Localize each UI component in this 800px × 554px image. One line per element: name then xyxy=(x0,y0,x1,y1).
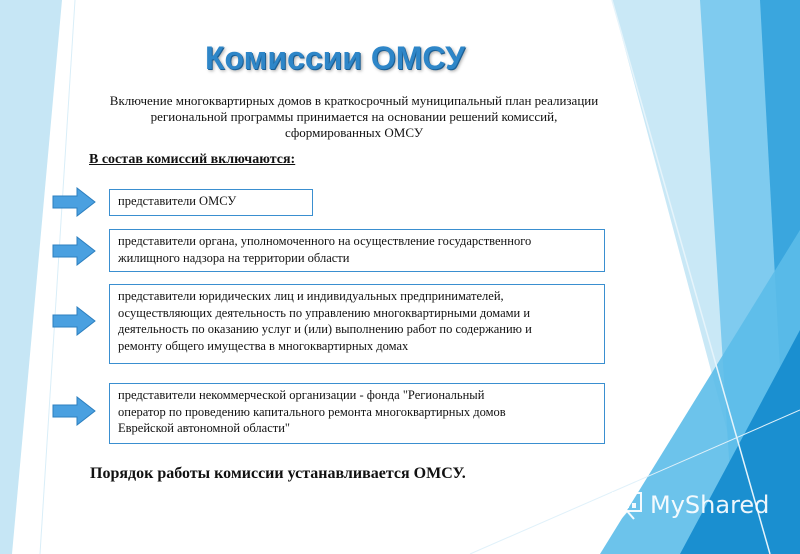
item-line: представители некоммерческой организации - фонда "Региональный xyxy=(118,388,485,402)
presentation-board-icon xyxy=(610,490,644,520)
item-line: жилищного надзора на территории области xyxy=(118,250,350,265)
intro-text xyxy=(80,93,628,141)
intro-line: Включение многоквартирных домов в краткосрочный муниципальный план реализации xyxy=(109,93,599,108)
intro-line: сформированных ОМСУ xyxy=(284,125,424,140)
list-item xyxy=(109,229,605,272)
footer-text: Порядок работы комиссии устанавливается ОМСУ. xyxy=(90,465,466,482)
item-line: оператор по проведению капитального ремонта многоквартирных домов xyxy=(118,404,506,419)
item-line: осуществляющих деятельность по управлению многоквартирными домами и xyxy=(118,305,531,320)
watermark xyxy=(610,490,769,520)
section-label: В состав комиссий включаются: xyxy=(89,152,296,167)
item-line: Еврейской автономной области" xyxy=(118,421,291,435)
item-line: ремонту общего имущества в многоквартирных домах xyxy=(118,338,409,353)
intro-line: региональной программы принимается на основании решений комиссий, xyxy=(150,109,558,124)
item-line: деятельность по оказанию услуг и (или) выполнению работ по содержанию и xyxy=(118,322,532,336)
left-panel xyxy=(0,0,62,554)
right-arrow-icon xyxy=(52,236,96,266)
list-item xyxy=(109,189,313,216)
item-line: представители органа, уполномоченного на осуществление государственного xyxy=(118,234,532,248)
watermark-text: MyShared xyxy=(650,491,770,519)
slide-title: Комиссии ОМСУ xyxy=(205,40,465,76)
item-line: представители юридических лиц и индивидуальных предпринимателей, xyxy=(118,289,504,303)
right-arrow-icon xyxy=(52,187,96,217)
right-arrow-icon xyxy=(52,396,96,426)
item-line: представители ОМСУ xyxy=(118,194,237,208)
list-item xyxy=(109,383,605,444)
list-item xyxy=(109,284,605,364)
right-arrow-icon xyxy=(52,306,96,336)
